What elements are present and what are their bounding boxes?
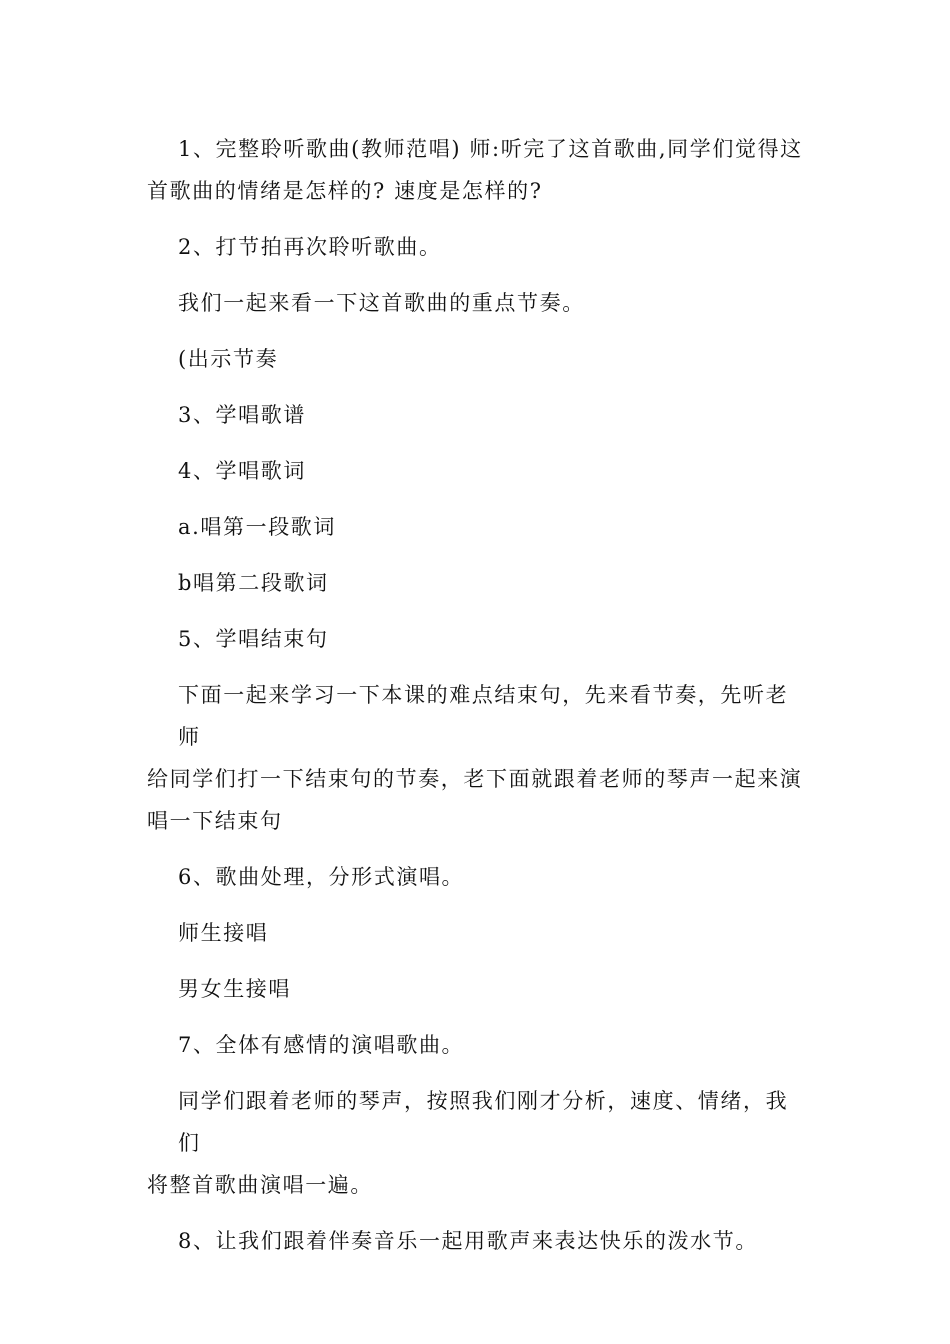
paragraph-line: 7、全体有感情的演唱歌曲。 xyxy=(178,1033,465,1057)
paragraph-line: 唱一下结束句 xyxy=(147,809,283,833)
paragraph xyxy=(147,562,807,604)
paragraph-line: 4、学唱歌词 xyxy=(178,459,306,483)
paragraph xyxy=(147,506,807,548)
paragraph xyxy=(147,912,807,954)
paragraph xyxy=(147,1024,807,1066)
paragraph-line: 2、打节拍再次聆听歌曲。 xyxy=(178,235,442,259)
document-body xyxy=(147,128,807,1276)
paragraph-line: 男女生接唱 xyxy=(178,977,291,1001)
paragraph-line: 将整首歌曲演唱一遍。 xyxy=(147,1173,373,1197)
paragraph xyxy=(147,128,807,212)
paragraph-line: 3、学唱歌谱 xyxy=(178,403,306,427)
paragraph-line: 我们一起来看一下这首歌曲的重点节奏。 xyxy=(178,291,585,315)
paragraph xyxy=(147,282,807,324)
paragraph-line: a.唱第一段歌词 xyxy=(178,515,336,539)
paragraph xyxy=(147,968,807,1010)
paragraph-line: b唱第二段歌词 xyxy=(178,571,329,595)
paragraph-line: (出示节奏 xyxy=(178,347,279,371)
paragraph-line: 6、歌曲处理，分形式演唱。 xyxy=(178,865,465,889)
paragraph-line: 首歌曲的情绪是怎样的? 速度是怎样的? xyxy=(147,179,543,203)
paragraph xyxy=(147,394,807,436)
paragraph xyxy=(147,450,807,492)
paragraph-line: 8、让我们跟着伴奏音乐一起用歌声来表达快乐的泼水节。 xyxy=(178,1229,758,1253)
paragraph xyxy=(147,674,807,842)
paragraph-line: 给同学们打一下结束句的节奏，老下面就跟着老师的琴声一起来演 xyxy=(147,767,803,791)
paragraph-line: 同学们跟着老师的琴声，按照我们刚才分析，速度、情绪，我们 xyxy=(178,1089,789,1155)
paragraph-line: 师生接唱 xyxy=(178,921,269,945)
paragraph xyxy=(147,856,807,898)
paragraph xyxy=(147,338,807,380)
paragraph-line: 1、完整聆听歌曲(教师范唱) 师:听完了这首歌曲,同学们觉得这 xyxy=(178,137,803,161)
paragraph xyxy=(147,1220,807,1262)
paragraph xyxy=(147,618,807,660)
paragraph xyxy=(147,226,807,268)
paragraph-line: 5、学唱结束句 xyxy=(178,627,329,651)
paragraph xyxy=(147,1080,807,1206)
paragraph-line: 下面一起来学习一下本课的难点结束句，先来看节奏，先听老师 xyxy=(178,683,789,749)
